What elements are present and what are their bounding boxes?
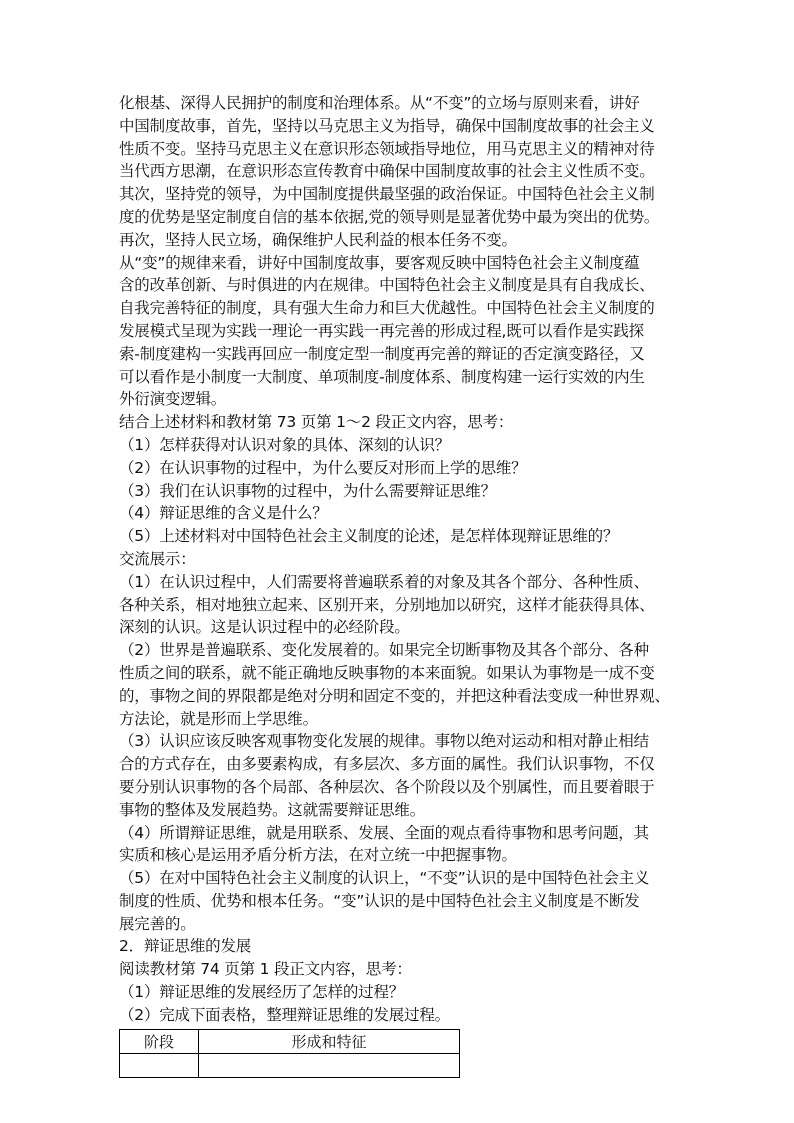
text-line-12: 索-制度建构一实践再回应一制度定型一制度再完善的辩证的否定演变路径，又 bbox=[119, 344, 645, 363]
text-line-13: 可以看作是小制度一大制度、单项制度-制度体系、制度构建一运行实效的内生 bbox=[119, 367, 645, 386]
text-line-3: 性质不变。坚持马克思主义在意识形态领域指导地位，用马克思主义的精神对待 bbox=[119, 139, 655, 158]
table-cell-stage bbox=[120, 1053, 199, 1077]
table-header-row bbox=[120, 1029, 460, 1053]
table-row bbox=[120, 1053, 460, 1077]
text-line-11: 发展模式呈现为实践一理论一再实践一再完善的形成过程,既可以看作是实践探 bbox=[119, 321, 644, 340]
text-line-9: 含的改革创新、与时俱进的内在规律。中国特色社会主义制度是具有自我成长、 bbox=[119, 276, 655, 295]
question-2: （2）在认识事物的过程中，为什么要反对形而上学的思维？ bbox=[119, 458, 527, 477]
text-line-4: 当代西方思潮，在意识形态宣传教育中确保中国制度故事的社会主义性质不变。 bbox=[119, 162, 655, 181]
question-7: （2）完成下面表格，整理辩证思维的发展过程。 bbox=[119, 1005, 450, 1024]
question-1: （1）怎样获得对认识对象的具体、深刻的认识？ bbox=[119, 435, 450, 454]
question-6: （1）辩证思维的发展经历了怎样的过程？ bbox=[119, 983, 405, 1002]
answer-4-line-1: （4）所谓辩证思维，就是用联系、发展、全面的观点看待事物和思考问题，其 bbox=[119, 823, 649, 842]
answer-1-line-1: （1）在认识过程中，人们需要将普遍联系着的对象及其各个部分、各种性质、 bbox=[119, 572, 649, 591]
table-header-stage: 阶段 bbox=[120, 1029, 199, 1053]
document-page bbox=[119, 92, 681, 1078]
text-line-10: 自我完善特征的制度，具有强大生命力和巨大优越性。中国特色社会主义制度的 bbox=[119, 299, 655, 318]
answer-5-line-3: 展完善的。 bbox=[119, 914, 196, 933]
answer-2-line-1: （2）世界是普遍联系、变化发展着的。如果完全切断事物及其各个部分、各种 bbox=[119, 641, 649, 660]
text-line-8: 从“变”的规律来看，讲好中国制度故事，要客观反映中国特色社会主义制度蕴 bbox=[119, 253, 640, 272]
development-table-container bbox=[119, 1029, 459, 1078]
answer-2-line-4: 方法论，就是形而上学思维。 bbox=[119, 709, 318, 728]
table-cell-features bbox=[199, 1053, 460, 1077]
section-label-exchange: 交流展示： bbox=[119, 549, 196, 568]
text-line-6: 度的优势是坚定制度自信的基本依据,党的领导则是显著优势中最为突出的优势。 bbox=[119, 207, 660, 226]
text-line-15: 结合上述材料和教材第 73 页第 1～2 段正文内容，思考： bbox=[119, 413, 514, 432]
table-header-features: 形成和特征 bbox=[199, 1029, 460, 1053]
answer-2-line-3: 的，事物之间的界限都是绝对分明和固定不变的，并把这种看法变成一种世界观、 bbox=[119, 686, 670, 705]
answer-3-line-3: 要分别认识事物的各个局部、各种层次、各个阶段以及个别属性，而且要着眼于 bbox=[119, 777, 655, 796]
answer-3-line-2: 合的方式存在，由多要素构成，有多层次、多方面的属性。我们认识事物，不仅 bbox=[119, 755, 655, 774]
text-line-1: 化根基、深得人民拥护的制度和治理体系。从“不变”的立场与原则来看，讲好 bbox=[119, 94, 640, 112]
question-5: （5）上述材料对中国特色社会主义制度的论述，是怎样体现辩证思维的？ bbox=[119, 527, 619, 546]
development-table bbox=[119, 1029, 460, 1078]
text-line-2: 中国制度故事，首先，坚持以马克思主义为指导，确保中国制度故事的社会主义 bbox=[119, 116, 655, 135]
answer-5-line-2: 制度的性质、优势和根本任务。“变”认识的是中国特色社会主义制度是不断发 bbox=[119, 891, 640, 910]
section-heading-2: 2．辩证思维的发展 bbox=[119, 937, 252, 956]
answer-2-line-2: 性质之间的联系，就不能正确地反映事物的本来面貌。如果认为事物是一成不变 bbox=[119, 663, 655, 682]
answer-1-line-2: 各种关系，相对地独立起来、区别开来，分别地加以研究，这样才能获得具体、 bbox=[119, 595, 655, 614]
text-line-7: 再次，坚持人民立场，确保维护人民利益的根本任务不变。 bbox=[119, 230, 517, 249]
question-4: （4）辩证思维的含义是什么？ bbox=[119, 504, 328, 523]
answer-3-line-1: （3）认识应该反映客观事物变化发展的规律。事物以绝对运动和相对静止相结 bbox=[119, 732, 649, 751]
answer-4-line-2: 实质和核心是运用矛盾分析方法，在对立统一中把握事物。 bbox=[119, 846, 517, 865]
answer-3-line-4: 事物的整体及发展趋势。这就需要辩证思维。 bbox=[119, 800, 426, 819]
question-3: （3）我们在认识事物的过程中，为什么需要辩证思维？ bbox=[119, 481, 496, 500]
answer-1-line-3: 深刻的认识。这是认识过程中的必经阶段。 bbox=[119, 618, 410, 637]
reading-instruction: 阅读教材第 74 页第 1 段正文内容，思考： bbox=[119, 960, 412, 979]
text-line-5: 其次，坚持党的领导，为中国制度提供最坚强的政治保证。中国特色社会主义制 bbox=[119, 185, 655, 204]
answer-5-line-1: （5）在对中国特色社会主义制度的认识上，“不变”认识的是中国特色社会主义 bbox=[119, 869, 650, 888]
text-line-14: 外衍演变逻辑。 bbox=[119, 390, 227, 409]
